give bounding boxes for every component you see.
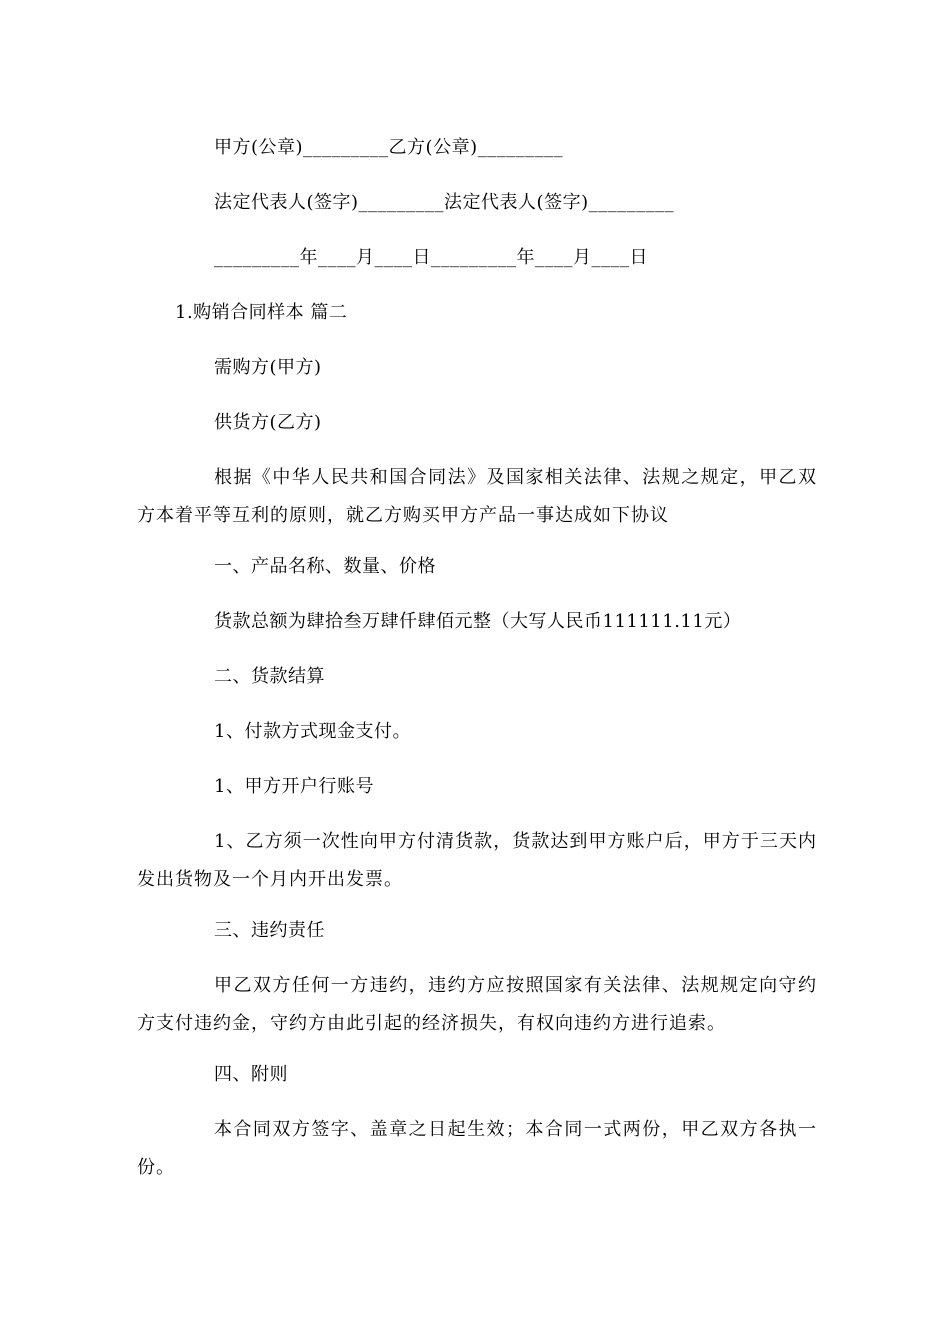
- clause-item-bank-account: 1、甲方开户行账号: [214, 776, 374, 797]
- section-heading: 1.购销合同样本 篇二: [175, 302, 348, 323]
- date-line: _________年____月____日_________年____月____日: [214, 247, 648, 268]
- supplier-party: 供货方(乙方): [214, 412, 322, 433]
- clause-heading-settlement: 二、货款结算: [214, 666, 325, 687]
- clause-heading-supplementary: 四、附则: [214, 1064, 288, 1085]
- clause-heading-product: 一、产品名称、数量、价格: [214, 556, 436, 577]
- preamble-paragraph: 根据《中华人民共和国合同法》及国家相关法律、法规之规定，甲乙双方本着平等互利的原则，就乙方购买甲方产品一事达成如下协议: [137, 467, 817, 526]
- clause-item-liability: 甲乙双方任何一方违约，违约方应按照国家有关法律、法规规定向守约方支付违约金，守约方由此引起的经济损失，有权向违约方进行追索。: [137, 975, 817, 1034]
- buyer-party: 需购方(甲方): [214, 357, 322, 378]
- clause-item-effectiveness: 本合同双方签字、盖章之日起生效；本合同一式两份，甲乙双方各执一份。: [137, 1119, 817, 1178]
- clause-item-payment-method: 1、付款方式现金支付。: [214, 721, 411, 742]
- clause-item-total-amount: 货款总额为肆拾叁万肆仟肆佰元整（大写人民币111111.11元）: [214, 611, 742, 632]
- representative-signature-line: 法定代表人(签字)_________法定代表人(签字)_________: [214, 192, 675, 213]
- clause-heading-liability: 三、违约责任: [214, 920, 325, 941]
- clause-item-payment-terms: 1、乙方须一次性向甲方付清货款，货款达到甲方账户后，甲方于三天内发出货物及一个月内开出发票。: [137, 831, 817, 890]
- seal-signature-line: 甲方(公章)_________乙方(公章)_________: [214, 137, 564, 158]
